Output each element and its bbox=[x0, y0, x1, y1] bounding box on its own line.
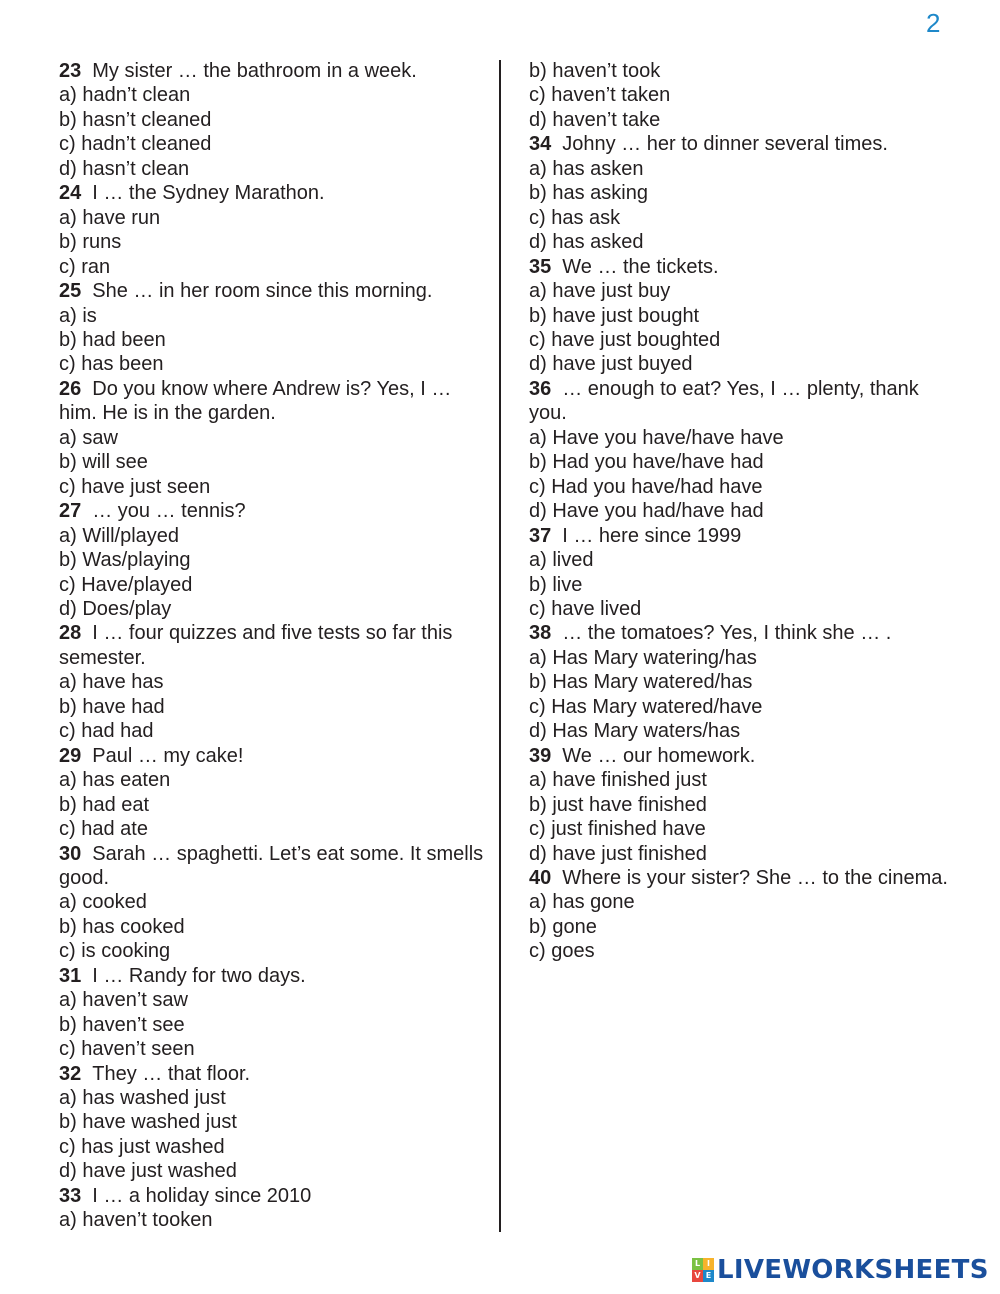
question-27 bbox=[59, 499, 484, 523]
answer-option: b) has cooked bbox=[59, 915, 185, 938]
answer-option: c) is cooking bbox=[59, 940, 171, 963]
answer-option: a) have run bbox=[59, 206, 161, 229]
answer-option: a) hadn’t clean bbox=[59, 84, 191, 107]
question-text: My sister … the bathroom in a week. bbox=[92, 60, 417, 82]
question-text: … the tomatoes? Yes, I think she … . bbox=[562, 622, 892, 645]
answer-option: c) just finished have bbox=[529, 818, 706, 841]
answer-option: b) Had you have/have had bbox=[529, 451, 764, 474]
question-29 bbox=[59, 744, 484, 768]
question-text: I … four quizzes and five tests so far this semester. bbox=[59, 622, 453, 669]
question-number: 30 bbox=[59, 842, 82, 865]
answer-option: b) haven’t see bbox=[59, 1013, 185, 1036]
question-number: 39 bbox=[529, 744, 552, 767]
question-text: We … the tickets. bbox=[562, 255, 719, 278]
question-40 bbox=[529, 866, 949, 890]
answer-option: a) lived bbox=[529, 549, 594, 572]
answer-option: d) Does/play bbox=[59, 597, 172, 620]
answer-option: b) gone bbox=[529, 915, 597, 938]
answer-option: c) goes bbox=[529, 940, 595, 963]
column-divider bbox=[499, 60, 501, 1232]
answer-option: b) had eat bbox=[59, 793, 150, 816]
question-38 bbox=[529, 621, 949, 645]
question-number: 31 bbox=[59, 964, 82, 987]
logo-mark-icon bbox=[692, 1258, 714, 1282]
question-text: They … that floor. bbox=[92, 1062, 251, 1085]
answer-option: b) runs bbox=[59, 231, 122, 254]
answer-option: b) haven’t took bbox=[529, 60, 661, 82]
answer-option: c) have just seen bbox=[59, 475, 211, 498]
question-text: I … a holiday since 2010 bbox=[92, 1184, 312, 1207]
question-text: I … Randy for two days. bbox=[92, 964, 306, 987]
answer-option: d) have just buyed bbox=[529, 353, 693, 376]
answer-option: c) hadn’t cleaned bbox=[59, 133, 212, 156]
question-number: 35 bbox=[529, 255, 552, 278]
answer-option: a) cooked bbox=[59, 891, 147, 914]
question-text: Where is your sister? She … to the cinema. bbox=[562, 866, 948, 889]
question-text: I … here since 1999 bbox=[562, 524, 742, 547]
question-26 bbox=[59, 377, 484, 426]
question-number: 25 bbox=[59, 280, 82, 303]
question-25 bbox=[59, 279, 484, 303]
answer-option: c) have just boughted bbox=[529, 328, 721, 351]
question-number: 29 bbox=[59, 744, 82, 767]
question-number: 40 bbox=[529, 866, 552, 889]
question-text: Paul … my cake! bbox=[92, 744, 244, 767]
question-number: 28 bbox=[59, 622, 82, 645]
answer-option: b) live bbox=[529, 573, 583, 596]
answer-option: d) have just washed bbox=[59, 1160, 237, 1183]
answer-option: a) has gone bbox=[529, 891, 635, 914]
answer-option: c) have lived bbox=[529, 597, 642, 620]
answer-option: c) Have/played bbox=[59, 573, 193, 596]
answer-option: a) haven’t tooken bbox=[59, 1209, 213, 1232]
question-23 bbox=[59, 59, 484, 83]
question-number: 27 bbox=[59, 500, 82, 523]
answer-option: c) Had you have/had have bbox=[529, 475, 763, 498]
question-34 bbox=[529, 132, 949, 156]
right-column bbox=[529, 59, 949, 964]
logo-mark-tile: E bbox=[703, 1270, 714, 1282]
question-32 bbox=[59, 1062, 484, 1086]
logo-mark-tile: L bbox=[692, 1258, 703, 1270]
question-text: She … in her room since this morning. bbox=[92, 280, 433, 303]
answer-option: b) have had bbox=[59, 695, 165, 718]
page-number: 2 bbox=[926, 8, 941, 38]
question-text: We … our homework. bbox=[562, 744, 756, 767]
question-number: 26 bbox=[59, 377, 82, 400]
question-30 bbox=[59, 842, 484, 891]
answer-option: a) have has bbox=[59, 671, 164, 694]
answer-option: b) will see bbox=[59, 451, 148, 474]
logo-mark-tile: V bbox=[692, 1270, 703, 1282]
answer-option: c) had ate bbox=[59, 818, 148, 841]
answer-option: d) Have you had/have had bbox=[529, 500, 764, 523]
answer-option: c) had had bbox=[59, 720, 154, 743]
answer-option: b) just have finished bbox=[529, 793, 707, 816]
answer-option: a) have finished just bbox=[529, 769, 707, 792]
answer-option: c) has been bbox=[59, 353, 164, 376]
answer-option: a) saw bbox=[59, 426, 118, 449]
left-column bbox=[59, 59, 484, 1233]
question-number: 38 bbox=[529, 622, 552, 645]
question-28 bbox=[59, 621, 484, 670]
question-35 bbox=[529, 255, 949, 279]
answer-option: b) have washed just bbox=[59, 1111, 237, 1134]
answer-option: d) Has Mary waters/has bbox=[529, 720, 741, 743]
question-number: 36 bbox=[529, 377, 552, 400]
answer-option: a) has eaten bbox=[59, 769, 171, 792]
question-number: 33 bbox=[59, 1184, 82, 1207]
answer-option: a) have just buy bbox=[529, 280, 671, 303]
question-number: 24 bbox=[59, 182, 82, 205]
answer-option: b) Has Mary watered/has bbox=[529, 671, 753, 694]
answer-option: b) had been bbox=[59, 328, 166, 351]
answer-option: a) is bbox=[59, 304, 97, 327]
question-number: 34 bbox=[529, 133, 552, 156]
answer-option: c) haven’t seen bbox=[59, 1038, 195, 1061]
answer-option: b) has asking bbox=[529, 182, 648, 205]
answer-option: c) has just washed bbox=[59, 1135, 225, 1158]
answer-option: d) has asked bbox=[529, 231, 644, 254]
logo-mark-tile: I bbox=[703, 1258, 714, 1270]
question-39 bbox=[529, 744, 949, 768]
answer-option: c) ran bbox=[59, 255, 111, 278]
question-37 bbox=[529, 524, 949, 548]
question-text: Sarah … spaghetti. Let’s eat some. It smells good. bbox=[59, 842, 484, 889]
question-number: 23 bbox=[59, 60, 82, 82]
question-text: Johny … her to dinner several times. bbox=[562, 133, 888, 156]
answer-option: b) have just bought bbox=[529, 304, 700, 327]
answer-option: d) haven’t take bbox=[529, 108, 661, 131]
question-text: … enough to eat? Yes, I … plenty, thank you. bbox=[529, 377, 919, 425]
answer-option: b) Was/playing bbox=[59, 549, 191, 572]
answer-option: d) have just finished bbox=[529, 842, 707, 865]
answer-option: a) Will/played bbox=[59, 524, 180, 547]
answer-option: a) Have you have/have have bbox=[529, 426, 784, 449]
answer-option: a) has asken bbox=[529, 157, 644, 180]
question-31 bbox=[59, 964, 484, 988]
question-number: 32 bbox=[59, 1062, 82, 1085]
answer-option: a) has washed just bbox=[59, 1087, 226, 1110]
answer-option: c) Has Mary watered/have bbox=[529, 695, 763, 718]
question-33 bbox=[59, 1184, 484, 1208]
answer-option: d) hasn’t clean bbox=[59, 157, 190, 180]
question-text: I … the Sydney Marathon. bbox=[92, 182, 325, 205]
answer-option: a) haven’t saw bbox=[59, 989, 188, 1012]
answer-option: a) Has Mary watering/has bbox=[529, 646, 757, 669]
question-number: 37 bbox=[529, 524, 552, 547]
question-36 bbox=[529, 377, 949, 426]
liveworksheets-logo bbox=[692, 1256, 989, 1284]
question-text: … you … tennis? bbox=[92, 500, 246, 523]
logo-text: LIVEWORKSHEETS bbox=[717, 1255, 989, 1285]
answer-option: c) haven’t taken bbox=[529, 84, 671, 107]
answer-option: c) has ask bbox=[529, 206, 621, 229]
question-24 bbox=[59, 181, 484, 205]
question-text: Do you know where Andrew is? Yes, I … him. He is in the garden. bbox=[59, 377, 452, 425]
answer-option: b) hasn’t cleaned bbox=[59, 108, 212, 131]
